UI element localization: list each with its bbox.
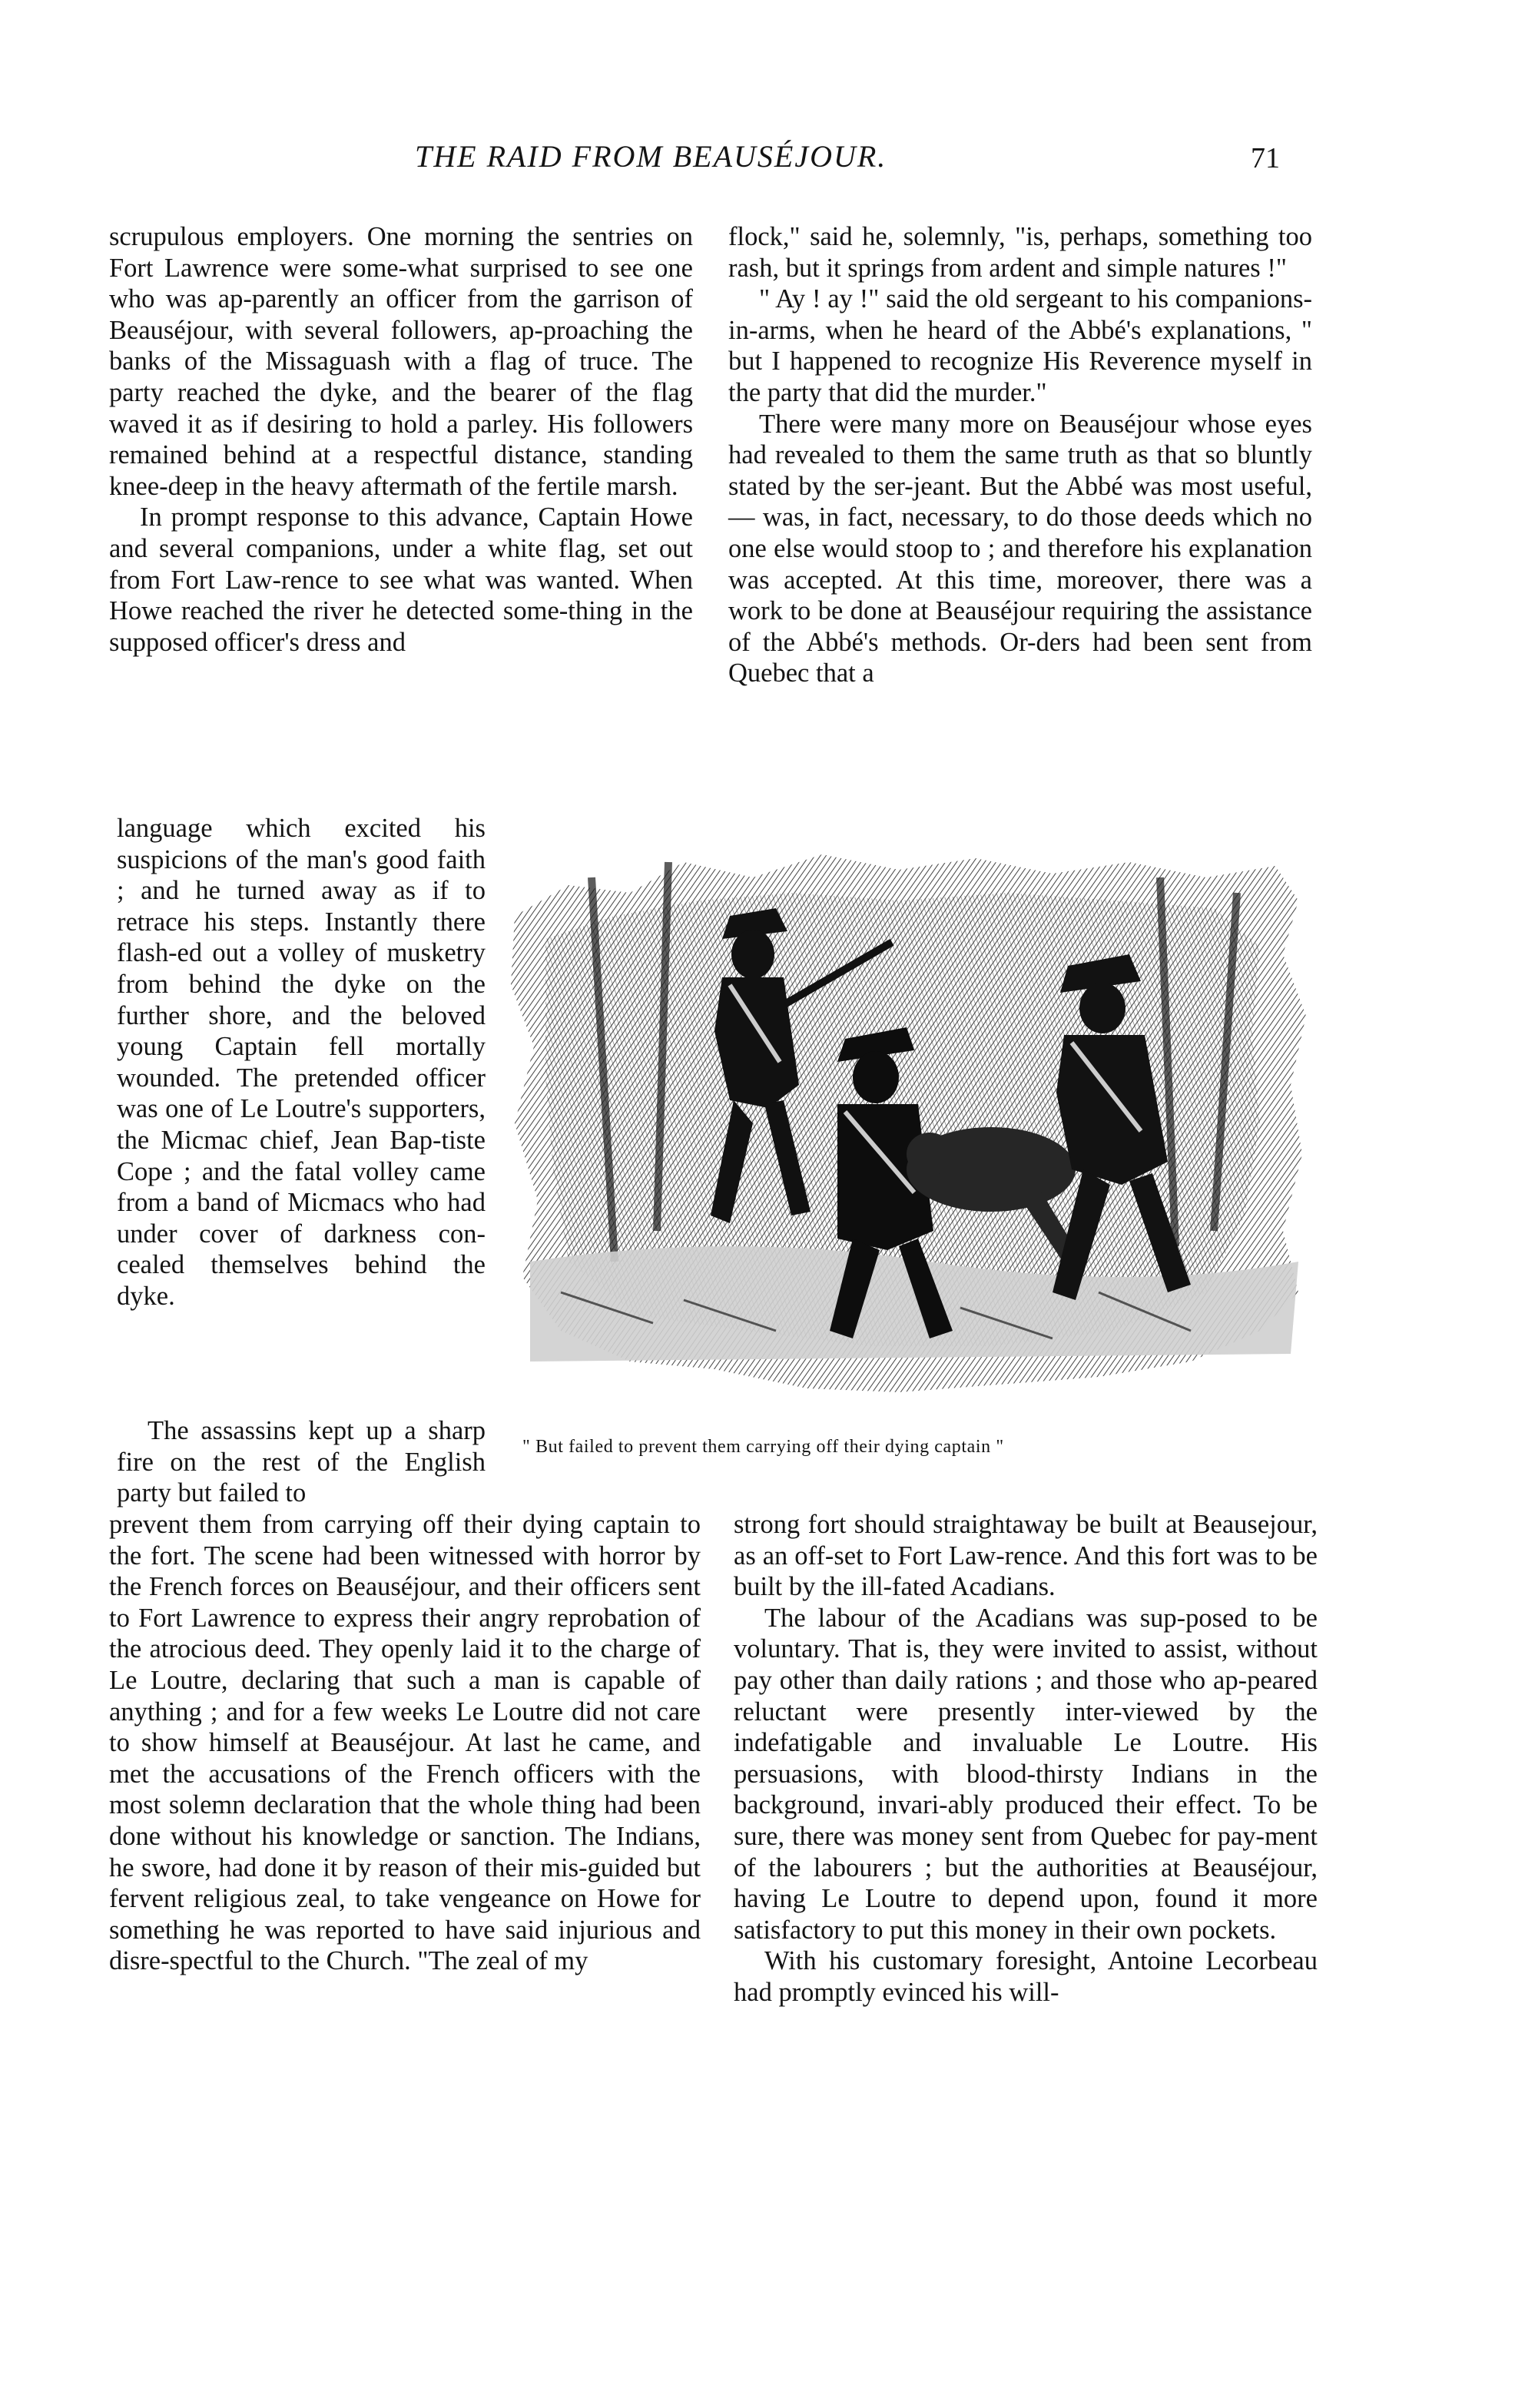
paragraph: flock," said he, solemnly, "is, perhaps, something too rash, but it springs from ardent and simple natures !" (728, 222, 1312, 283)
right-column-top (728, 221, 1312, 689)
left-column-beside-figure (117, 813, 486, 1312)
running-head (0, 138, 1515, 184)
page-number: 71 (1251, 142, 1280, 174)
figure-caption: " But failed to prevent them carrying off their dying captain " (522, 1437, 1004, 1457)
paragraph: strong fort should straightaway be built at Beausejour, as an off-set to Fort Law-rence. And this fort was to be built by the ill-fated Acadians. (734, 1510, 1318, 1602)
illustration (499, 831, 1321, 1423)
paragraph: There were many more on Beauséjour whose eyes had revealed to them the same truth as that so bluntly stated by the ser-jeant. But the Abbé was most useful,— was, in fact, necessary, to do those deeds which no one else would stoop to ; and therefore his explanation was accepted. At this time, moreover, there was a work to be done at Beauséjour requiring the assistance of the Abbé's methods. Or-ders had been sent from Quebec that a (728, 409, 1312, 688)
illustration-engraving-icon (499, 831, 1321, 1423)
running-title: THE RAID FROM BEAUSÉJOUR. (415, 139, 887, 174)
paragraph: The labour of the Acadians was sup-posed to be voluntary. That is, they were invited to assist, without pay other than daily rations ; and those who ap-peared reluctant were presently inter-viewed by the indefatigable and invaluable Le Loutre. His persuasions, with blood-thirsty Indians in the background, invari-ably produced their effect. To be sure, there was money sent from Quebec for pay-ment of the labourers ; but the authorities at Beauséjour, having Le Loutre to depend upon, found it more satisfactory to put this money in their own pockets. (734, 1603, 1318, 1945)
paragraph: With his customary foresight, Antoine Lecorbeau had promptly evinced his will- (734, 1946, 1318, 2007)
left-column-top (109, 221, 693, 658)
left-column-bottom (109, 1509, 701, 1977)
paragraph: prevent them from carrying off their dying captain to the fort. The scene had been witnessed with horror by the French forces on Beauséjour, and their officers sent to Fort Lawrence to express their angry reprobation of the atrocious deed. They openly laid it to the charge of Le Loutre, declaring that such a man is capable of anything ; and for a few weeks Le Loutre did not care to show himself at Beauséjour. At last he came, and met the accusations of the French officers with the most solemn declaration that the whole thing had been done without his knowledge or sanction. The Indians, he swore, had done it by reason of their mis-guided but fervent religious zeal, to take vengeance on Howe for something he was reported to have said injurious and disre-spectful to the Church. "The zeal of my (109, 1510, 701, 1976)
right-column-bottom (734, 1509, 1318, 2008)
left-column-beside-caption (117, 1415, 486, 1509)
paragraph: language which excited his suspicions of the man's good faith ; and he turned away as if to retrace his steps. Instantly there flash-ed out a volley of musketry from behind the dyke on the further shore, and the beloved young Captain fell mortally wounded. The pretended officer was one of Le Loutre's supporters, the Micmac chief, Jean Bap-tiste Cope ; and the fatal volley came from a band of Micmacs who had under cover of darkness con-cealed themselves behind the dyke. (117, 814, 486, 1311)
paragraph: The assassins kept up a sharp fire on the rest of the English party but failed to (117, 1416, 486, 1508)
paragraph: " Ay ! ay !" said the old sergeant to his companions-in-arms, when he heard of the Abbé's explanations, " but I happened to recognize His Reverence myself in the party that did the murder." (728, 284, 1312, 407)
paragraph: scrupulous employers. One morning the sentries on Fort Lawrence were some-what surprised to see one who was ap-parently an officer from the garrison of Beauséjour, with several followers, ap-proaching the banks of the Missaguash with a flag of truce. The party reached the dyke, and the bearer of the flag waved it as if desiring to hold a parley. His followers remained behind at a respectful distance, standing knee-deep in the heavy aftermath of the fertile marsh. (109, 222, 693, 501)
paragraph: In prompt response to this advance, Captain Howe and several companions, under a white flag, set out from Fort Law-rence to see what was wanted. When Howe reached the river he detected some-thing in the supposed officer's dress and (109, 502, 693, 657)
